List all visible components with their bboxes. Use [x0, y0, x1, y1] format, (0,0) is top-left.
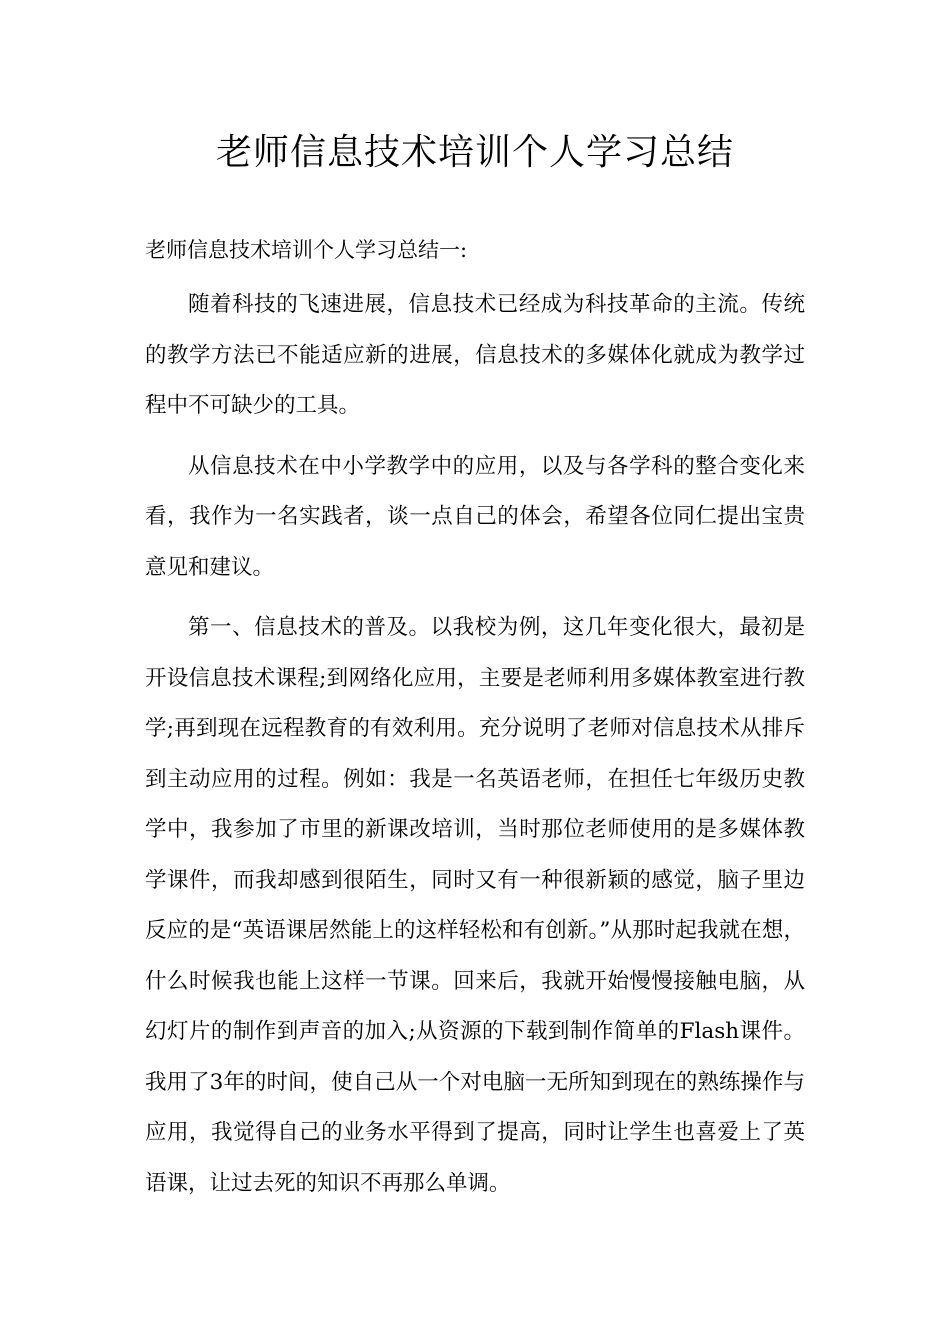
- section-subtitle: 老师信息技术培训个人学习总结一:: [145, 238, 468, 262]
- paragraph: 随着科技的飞速进展，信息技术已经成为科技革命的主流。传统的教学方法已不能适应新的进展，信息技术的多媒体化就成为教学过程中不可缺少的工具。: [145, 292, 805, 418]
- document-body: [145, 230, 805, 1209]
- document-title: 老师信息技术培训个人学习总结: [215, 132, 734, 173]
- paragraph: 从信息技术在中小学教学中的应用，以及与各学科的整合变化来看，我作为一名实践者，谈一点自己的体会，希望各位同仁提出宝贵意见和建议。: [145, 453, 805, 580]
- paragraph: 第一、信息技术的普及。以我校为例，这几年变化很大，最初是开设信息技术课程;到网络化应用，主要是老师利用多媒体教室进行教学;再到现在远程教育的有效利用。充分说明了老师对信息技术从排斥到主动应用的过程。例如：我是一名英语老师，在担任七年级历史教学中，我参加了市里的新课改培训，当时那位老师使用的是多媒体教学课件，而我却感到很陌生，同时又有一种很新颖的感觉，脑子里边反应的是“英语课居然能上的这样轻松和有创新。”从那时起我就在想，什么时候我也能上这样一节课。回来后，我就开始慢慢接触电脑，从幻灯片的制作到声音的加入;从资源的下载到制作简单的Flash课件。我用了3年的时间，使自己从一个对电脑一无所知到现在的熟练操作与应用，我觉得自己的业务水平得到了提高，同时让学生也喜爱上了英语课，让过去死的知识不再那么单调。: [145, 615, 805, 1196]
